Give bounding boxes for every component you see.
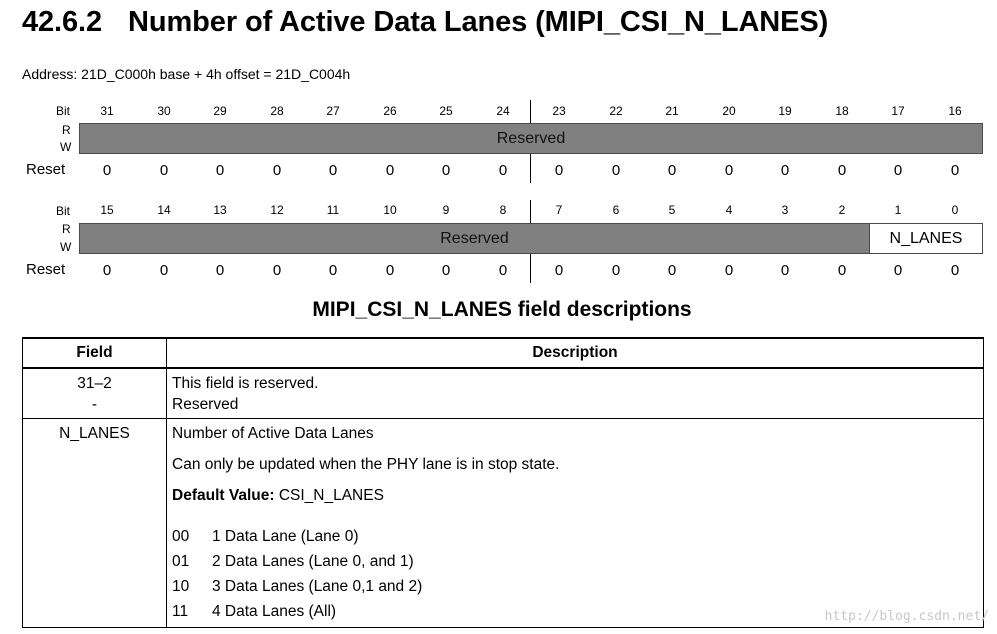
reset-value: 0 — [950, 162, 960, 179]
reset-value: 0 — [441, 162, 451, 179]
field-description-table — [22, 337, 984, 628]
bit-number: 3 — [781, 203, 789, 217]
enum-text: 3 Data Lanes (Lane 0,1 and 2) — [212, 578, 423, 595]
description-line: Reserved — [172, 396, 239, 413]
reset-value: 0 — [611, 262, 621, 279]
bit-number: 15 — [100, 203, 114, 217]
description-line: This field is reserved. — [172, 375, 319, 392]
reset-value: 0 — [328, 162, 338, 179]
register-address: Address: 21D_C000h base + 4h offset = 21D_C004h — [22, 66, 351, 82]
reset-value: 0 — [215, 162, 225, 179]
enum-text: 1 Data Lane (Lane 0) — [212, 528, 359, 545]
reset-label: Reset — [26, 261, 66, 278]
bit-number: 4 — [725, 203, 733, 217]
reset-value: 0 — [215, 262, 225, 279]
bit-number: 1 — [894, 203, 902, 217]
field-name: Number of Active Data Lanes — [172, 425, 374, 442]
reset-value: 0 — [780, 162, 790, 179]
reset-value: 0 — [159, 262, 169, 279]
description-column-header: Description — [167, 338, 984, 368]
bit-number: 23 — [552, 104, 566, 118]
enum-code: 01 — [172, 553, 190, 570]
reset-value: 0 — [837, 162, 847, 179]
default-value — [172, 485, 978, 506]
bit-number: 18 — [835, 104, 849, 118]
bit-number: 10 — [383, 203, 397, 217]
bit-number: 27 — [326, 104, 340, 118]
bit-number: 2 — [838, 203, 846, 217]
enum-item — [172, 574, 978, 599]
enum-text: 4 Data Lanes (All) — [212, 603, 337, 620]
bit-number: 17 — [891, 104, 905, 118]
page-title — [22, 6, 828, 39]
reset-value: 0 — [611, 162, 621, 179]
reset-value: 0 — [554, 162, 564, 179]
bit-number: 7 — [555, 203, 563, 217]
description-cell — [167, 419, 984, 628]
bit-number: 8 — [499, 203, 507, 217]
section-title: Number of Active Data Lanes (MIPI_CSI_N_LANES) — [128, 6, 829, 38]
section-number: 42.6.2 — [22, 6, 103, 38]
enum-item — [172, 524, 978, 549]
field-bits: 31–2 — [77, 375, 112, 392]
field-cell — [23, 368, 167, 419]
field-column-header: Field — [23, 338, 167, 368]
reset-value: 0 — [328, 262, 338, 279]
bit-number: 31 — [100, 104, 114, 118]
default-value-text: CSI_N_LANES — [278, 487, 384, 504]
reset-label: Reset — [26, 161, 66, 178]
reset-value: 0 — [498, 262, 508, 279]
reset-value: 0 — [724, 162, 734, 179]
bit-number: 5 — [668, 203, 676, 217]
reset-value: 0 — [724, 262, 734, 279]
bit-number: 11 — [326, 203, 340, 217]
bit-label: Bit — [56, 104, 71, 118]
write-label: W — [60, 240, 72, 254]
bit-number: 21 — [665, 104, 679, 118]
bit-number: 14 — [157, 203, 171, 217]
bit-number: 26 — [383, 104, 397, 118]
field-sub: - — [91, 396, 98, 413]
description-cell — [167, 368, 984, 419]
bit-number: 9 — [442, 203, 450, 217]
reset-value: 0 — [102, 162, 112, 179]
reset-value: 0 — [893, 262, 903, 279]
enum-code: 10 — [172, 578, 190, 595]
bit-number: 24 — [496, 104, 510, 118]
enum-code: 11 — [172, 603, 189, 620]
bit-number: 20 — [722, 104, 736, 118]
reserved-field-low: Reserved — [79, 223, 870, 254]
reset-value: 0 — [554, 262, 564, 279]
table-header-row — [23, 338, 984, 368]
reset-value: 0 — [780, 262, 790, 279]
bit-number: 16 — [948, 104, 962, 118]
table-title: MIPI_CSI_N_LANES field descriptions — [312, 298, 692, 321]
reset-value: 0 — [893, 162, 903, 179]
reset-value: 0 — [667, 162, 677, 179]
bit-number: 6 — [612, 203, 620, 217]
watermark: http://blog.csdn.net/ — [824, 609, 989, 624]
reserved-field-high: Reserved — [79, 123, 983, 154]
bit-label: Bit — [56, 204, 71, 218]
n-lanes-field: N_LANES — [869, 223, 983, 254]
field-cell: N_LANES — [23, 419, 167, 628]
enum-code: 00 — [172, 528, 190, 545]
field-note: Can only be updated when the PHY lane is in stop state. — [172, 456, 560, 473]
bit-number: 28 — [270, 104, 284, 118]
default-value-label: Default Value: — [172, 487, 275, 504]
bit-number: 25 — [439, 104, 453, 118]
enum-item — [172, 549, 978, 574]
bit-number: 12 — [270, 203, 284, 217]
write-label: W — [60, 140, 72, 154]
reset-value: 0 — [272, 262, 282, 279]
bit-number: 30 — [157, 104, 171, 118]
reset-value: 0 — [441, 262, 451, 279]
read-label: R — [62, 123, 71, 137]
bit-number: 29 — [213, 104, 227, 118]
reset-value: 0 — [950, 262, 960, 279]
enum-text: 2 Data Lanes (Lane 0, and 1) — [212, 553, 414, 570]
table-row — [23, 419, 984, 628]
bit-number: 0 — [951, 203, 959, 217]
reset-value: 0 — [272, 162, 282, 179]
bit-number: 19 — [778, 104, 792, 118]
reset-value: 0 — [385, 262, 395, 279]
reset-value: 0 — [385, 162, 395, 179]
reset-value: 0 — [102, 262, 112, 279]
bit-number: 13 — [213, 203, 227, 217]
reset-value: 0 — [837, 262, 847, 279]
bit-number: 22 — [609, 104, 623, 118]
read-label: R — [62, 222, 71, 236]
table-row — [23, 368, 984, 419]
reset-value: 0 — [667, 262, 677, 279]
reset-value: 0 — [498, 162, 508, 179]
reset-value: 0 — [159, 162, 169, 179]
